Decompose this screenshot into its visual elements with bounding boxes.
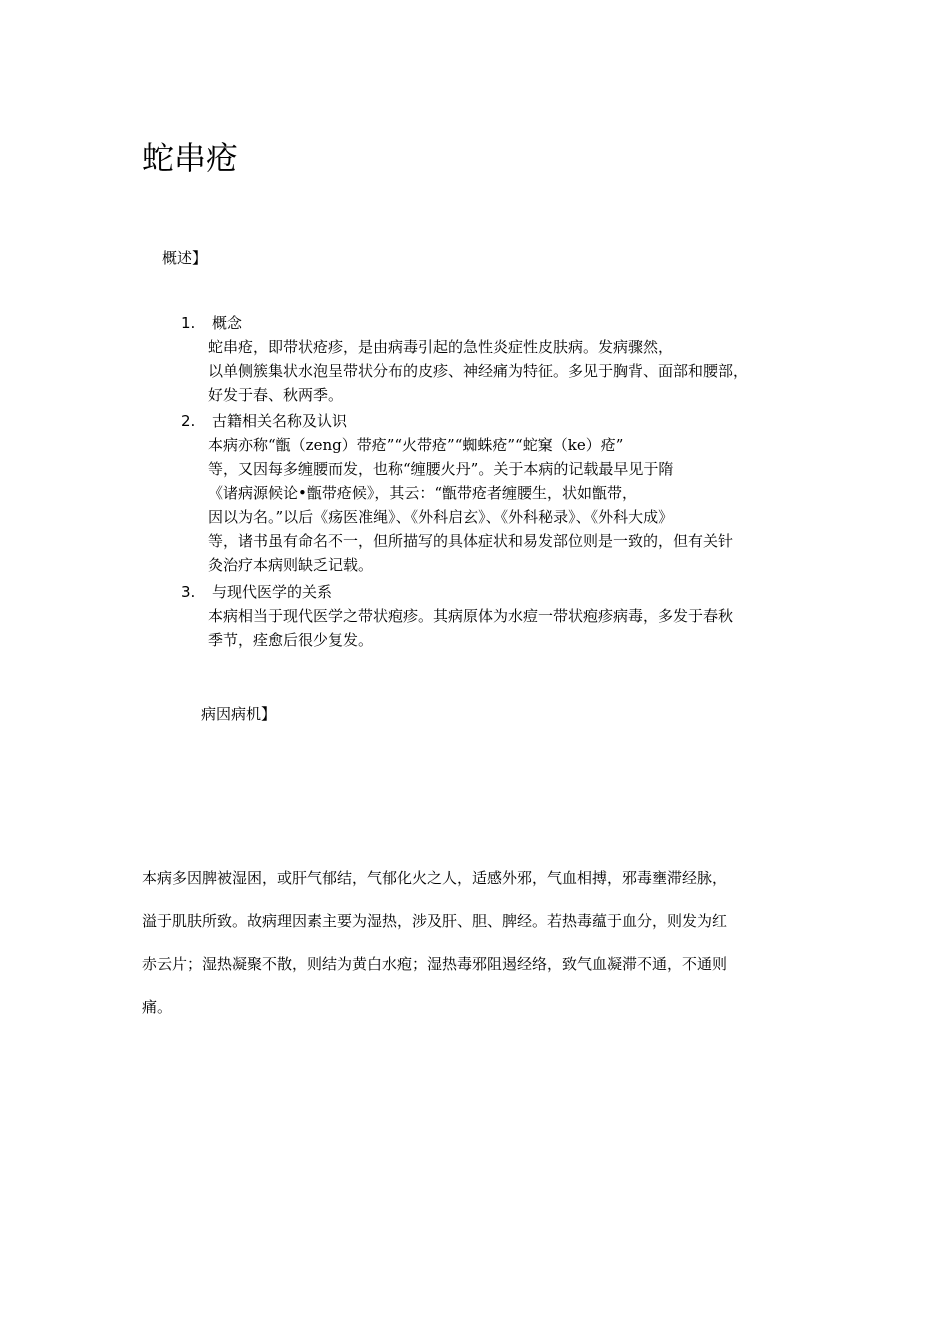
section-heading-etiology: 病因病机】 <box>201 705 277 723</box>
list-item-body <box>208 335 748 407</box>
text-line: 赤云片；湿热凝聚不散，则结为黄白水疱；湿热毒邪阻遏经络，致气血凝滞不通，不通则 <box>142 955 728 973</box>
list-item-number: 2. <box>181 412 196 430</box>
section-heading-overview: 概述】 <box>162 249 208 267</box>
list-item-body <box>208 604 733 652</box>
text-line: 等，又因每多缠腰而发，也称“缠腰火丹”。关于本病的记载最早见于隋 <box>208 460 674 478</box>
text-line: 灸治疗本病则缺乏记载。 <box>208 556 374 574</box>
page-title: 蛇串疮 <box>142 139 239 177</box>
text-line: 季节，痊愈后很少复发。 <box>208 631 374 649</box>
text-line: 溢于肌肤所致。故病理因素主要为湿热，涉及肝、胆、脾经。若热毒蕴于血分，则发为红 <box>142 912 728 930</box>
text-line: 本病多因脾被湿困，或肝气郁结，气郁化火之人，适感外邪，气血相搏，邪毒壅滞经脉， <box>142 869 728 887</box>
text-line: 蛇串疮，即带状疮疹，是由病毒引起的急性炎症性皮肤病。发病骤然， <box>208 338 674 356</box>
list-item-title: 与现代医学的关系 <box>212 583 333 601</box>
text-line: 本病相当于现代医学之带状疱疹。其病原体为水痘一带状疱疹病毒，多发于春秋 <box>208 607 734 625</box>
text-line: 因以为名。”以后《疡医准绳》、《外科启玄》、《外科秘录》、《外科大成》 <box>208 508 674 526</box>
list-item-body <box>208 433 733 577</box>
list-item-number: 3. <box>181 583 196 601</box>
etiology-paragraph <box>142 857 727 1029</box>
text-line: 等，诸书虽有命名不一，但所描写的具体症状和易发部位则是一致的，但有关针 <box>208 532 734 550</box>
text-line: 本病亦称“甑（zeng）带疮”“火带疮”“蜘蛛疮”“蛇窠（ke）疮” <box>208 436 624 454</box>
text-line: 痛。 <box>142 998 173 1016</box>
text-line: 以单侧簇集状水泡呈带状分布的皮疹、神经痛为特征。多见于胸背、面部和腰部， <box>208 362 749 380</box>
text-line: 好发于春、秋两季。 <box>208 386 344 404</box>
list-item-number: 1. <box>181 314 196 332</box>
list-item-title: 古籍相关名称及认识 <box>212 412 348 430</box>
list-item-title: 概念 <box>212 314 243 332</box>
text-line: 《诸病源候论•甑带疮候》，其云：“甑带疮者缠腰生，状如甑带， <box>208 484 638 502</box>
